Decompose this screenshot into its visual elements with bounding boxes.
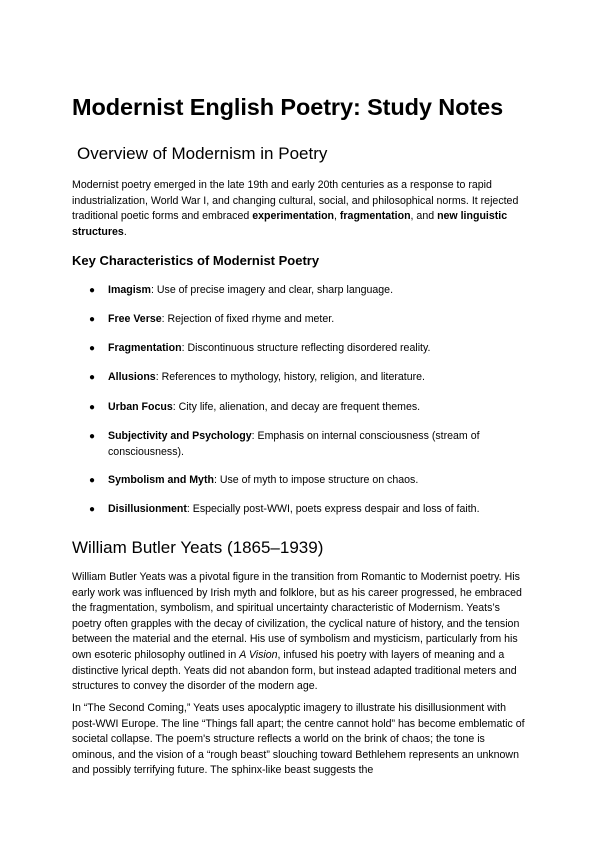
bullet-icon: ● bbox=[89, 402, 96, 413]
list-item-term: Free Verse bbox=[108, 313, 162, 325]
intro-text: , and bbox=[410, 210, 438, 223]
yeats-italic-a-vision: A Vision bbox=[239, 648, 278, 661]
list-item-desc: : Use of myth to impose structure on chaos. bbox=[213, 474, 419, 486]
bullet-icon: ● bbox=[89, 343, 96, 354]
list-item bbox=[89, 370, 528, 386]
intro-text: Modernist poetry emerged in the late 19th and early 20th centuries as a response to rapid industrialization, World War I, and changing cultural, social, and philosophical norms. It rejected traditional poetic forms and embraced bbox=[72, 179, 519, 223]
yeats-paragraph-1 bbox=[72, 570, 530, 695]
yeats-text: , infused his poetry with layers of meaning and a distinctive lyrical depth. Yeats did not abandon form, but instead adapted traditional meters and structures to convey the disorder of the modern age. bbox=[72, 648, 517, 693]
characteristics-heading: Key Characteristics of Modernist Poetry bbox=[72, 253, 320, 268]
bullet-icon: ● bbox=[89, 475, 96, 486]
intro-bold-experimentation: experimentation bbox=[252, 210, 335, 223]
bullet-icon: ● bbox=[89, 285, 96, 296]
intro-bold-linguistic: new linguistic structures bbox=[72, 210, 508, 238]
list-item-term: Urban Focus bbox=[108, 401, 173, 413]
yeats-heading: William Butler Yeats (1865–1939) bbox=[72, 538, 324, 557]
bullet-icon: ● bbox=[89, 431, 96, 442]
list-item-term: Imagism bbox=[108, 284, 151, 296]
bullet-icon: ● bbox=[89, 504, 96, 515]
intro-text: , bbox=[334, 210, 340, 223]
list-item bbox=[89, 502, 528, 518]
list-item-term: Subjectivity and Psychology bbox=[108, 430, 252, 442]
list-item bbox=[89, 312, 528, 328]
bullet-icon: ● bbox=[89, 314, 96, 325]
list-item-desc: : References to mythology, history, religion, and literature. bbox=[155, 371, 425, 383]
list-item-desc: : Discontinuous structure reflecting disordered reality. bbox=[181, 342, 431, 354]
intro-text: . bbox=[123, 225, 127, 238]
list-item-term: Symbolism and Myth bbox=[108, 474, 214, 486]
intro-paragraph bbox=[72, 178, 530, 240]
document-title: Modernist English Poetry: Study Notes bbox=[72, 94, 504, 120]
list-item bbox=[89, 283, 528, 299]
list-item bbox=[89, 473, 528, 489]
list-item-desc: : Emphasis on internal consciousness (stream of consciousness). bbox=[108, 430, 480, 458]
intro-bold-fragmentation: fragmentation bbox=[339, 210, 411, 223]
overview-heading: Overview of Modernism in Poetry bbox=[77, 144, 328, 163]
list-item-desc: : Especially post-WWI, poets express despair and loss of faith. bbox=[186, 503, 480, 515]
list-item-term: Disillusionment bbox=[108, 503, 187, 515]
list-item-desc: : City life, alienation, and decay are frequent themes. bbox=[172, 401, 421, 413]
list-item bbox=[89, 341, 528, 357]
list-item-term: Fragmentation bbox=[108, 342, 182, 354]
list-item bbox=[89, 400, 528, 416]
list-item bbox=[89, 429, 528, 460]
yeats-paragraph-2: In “The Second Coming,” Yeats uses apocalyptic imagery to illustrate his disillusionment with post-WWI Europe. The line “Things fall apart; the centre cannot hold” has become emblematic of societal collapse. The poem's structure reflects a world on the brink of chaos; the tone is ominous, and the vision of a “rough beast” slouching toward Bethlehem represents an unknown and possibly terrifying future. The sphinx-like beast suggests the bbox=[72, 702, 525, 777]
list-item-desc: : Rejection of fixed rhyme and meter. bbox=[161, 313, 335, 325]
bullet-icon: ● bbox=[89, 372, 96, 383]
list-item-desc: : Use of precise imagery and clear, sharp language. bbox=[150, 284, 394, 296]
list-item-term: Allusions bbox=[108, 371, 156, 383]
yeats-text: William Butler Yeats was a pivotal figure in the transition from Romantic to Modernist poetry. His early work was influenced by Irish myth and folklore, but as his career progressed, he embraced the fragmentation, symbolism, and spiritual uncertainty characteristic of Modernism. Yeats’s poetry often grapples with the decay of civilization, the cyclical nature of history, and the tension between the material and the eternal. His use of symbolism and mysticism, particularly from his own esoteric philosophy outlined in bbox=[72, 571, 522, 661]
